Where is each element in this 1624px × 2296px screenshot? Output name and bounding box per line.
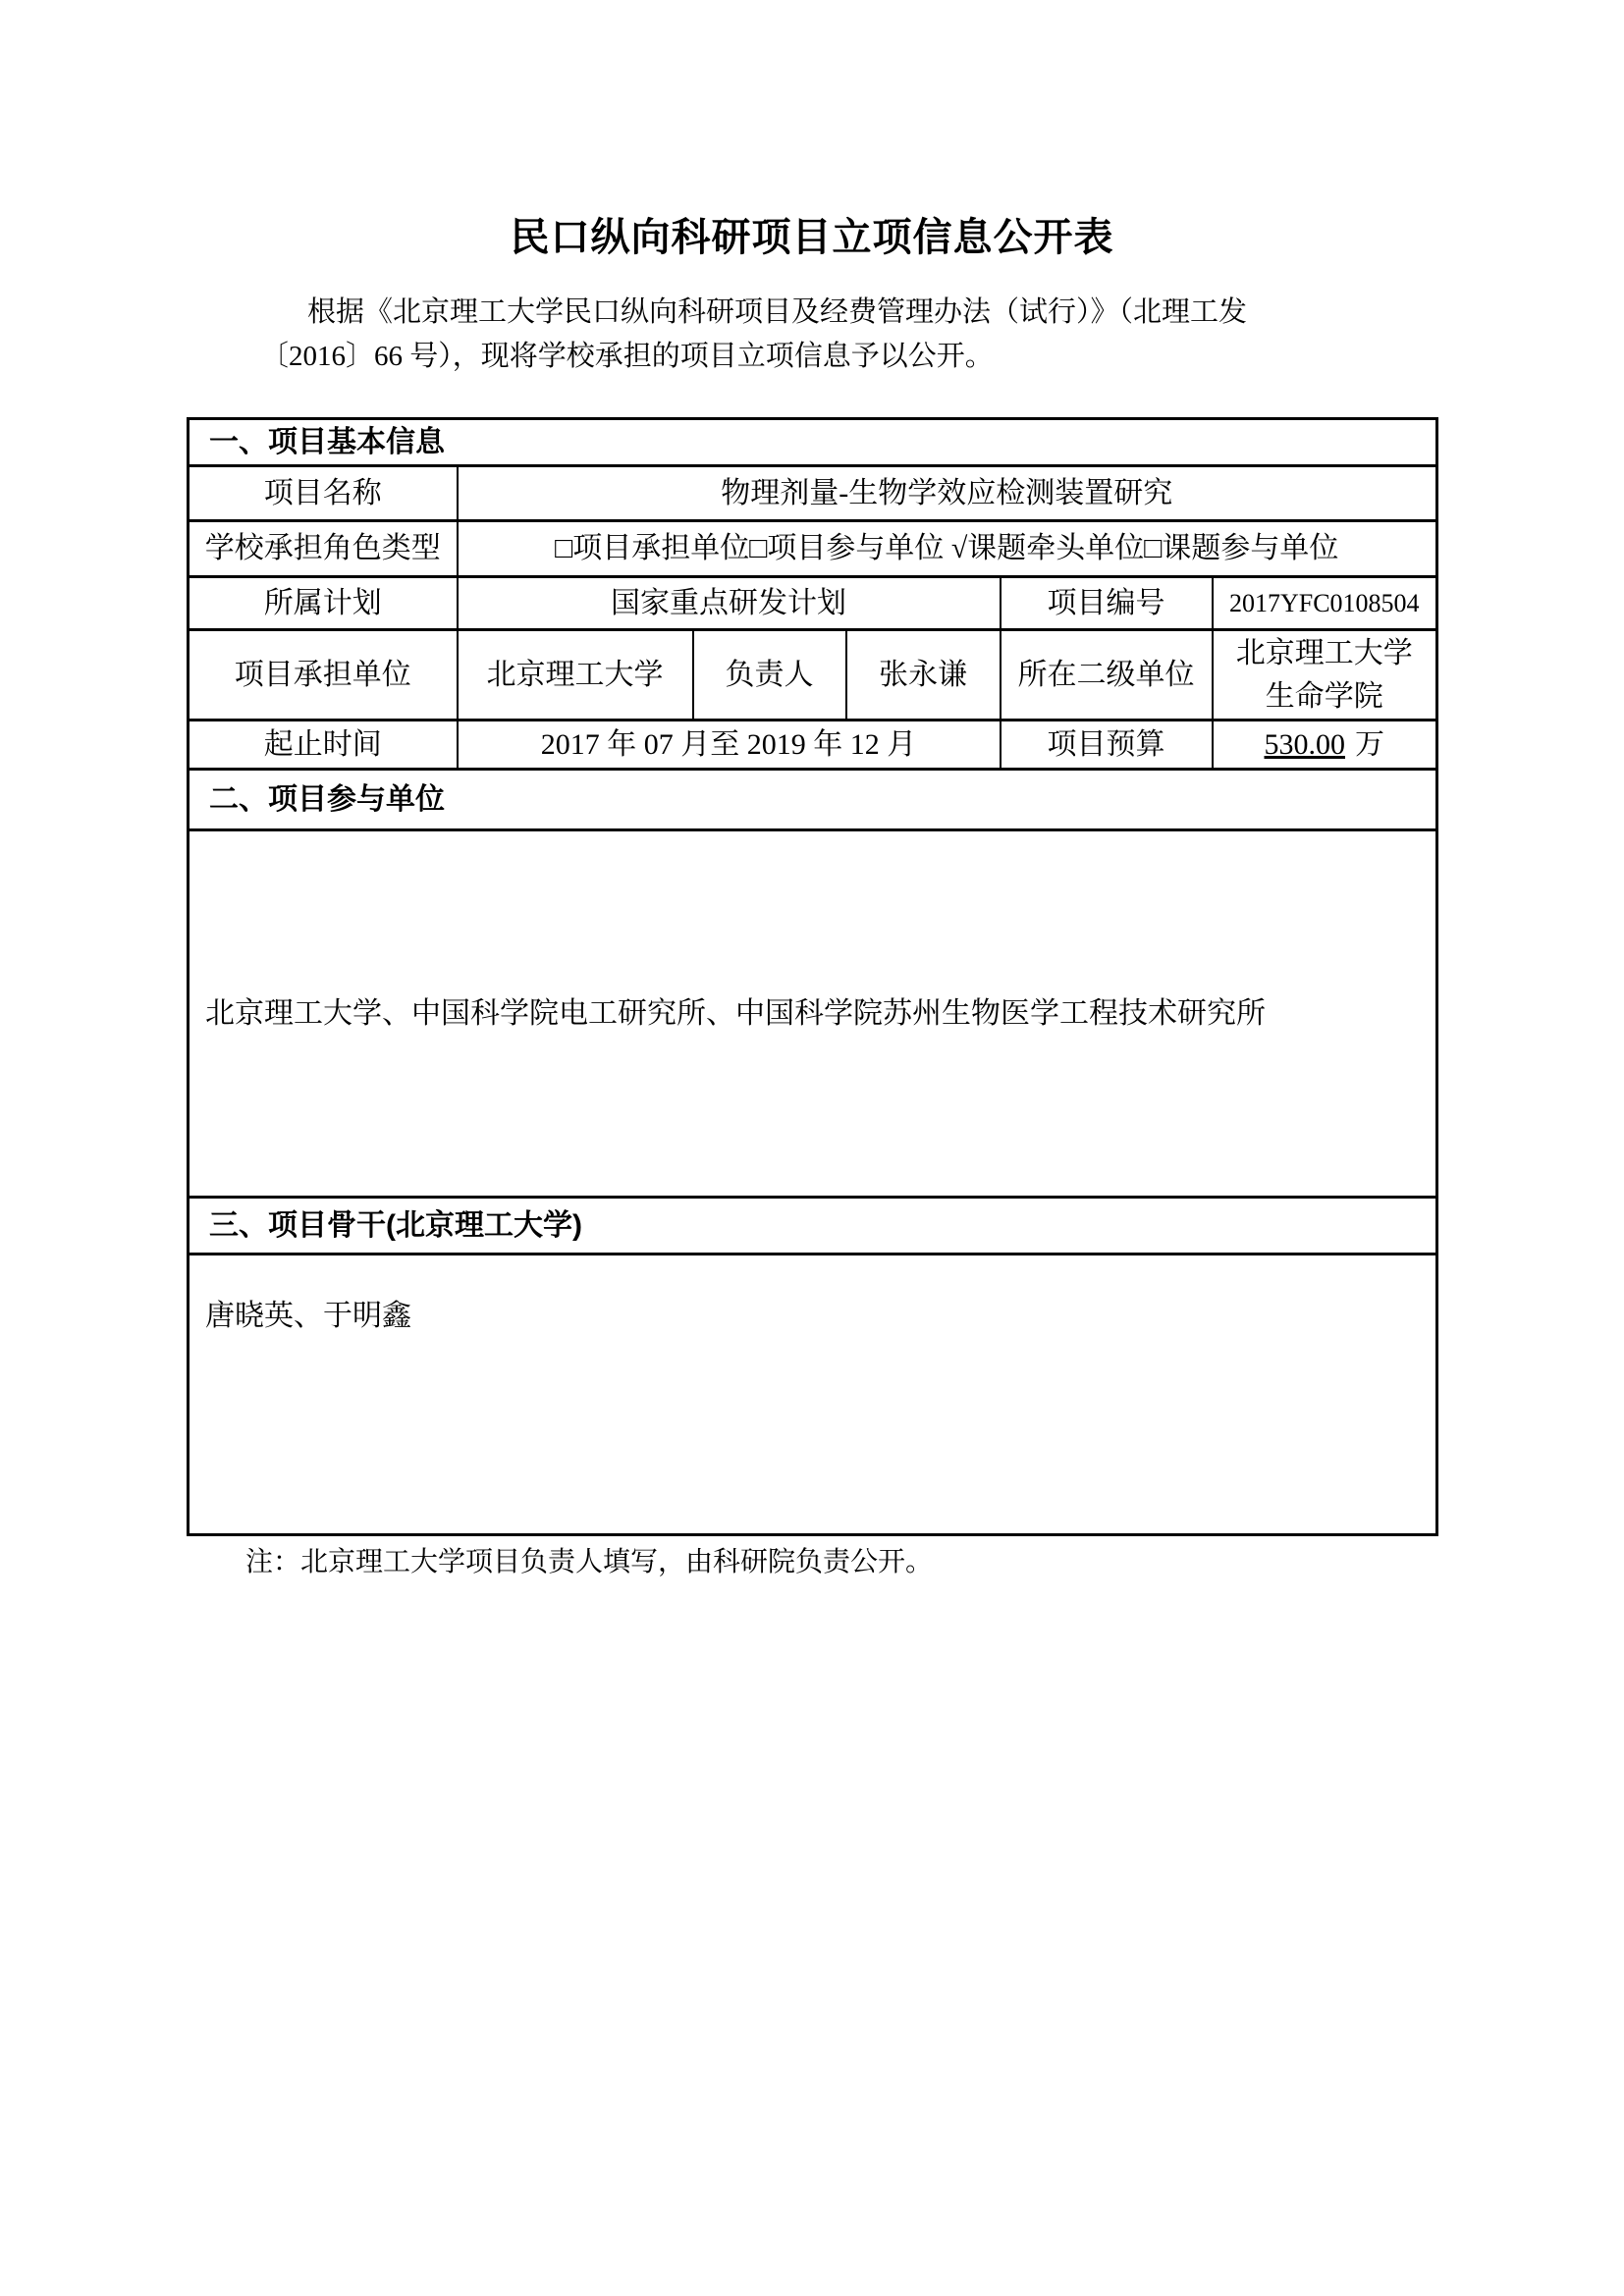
budget-label: 项目预算: [1001, 721, 1213, 770]
secondary-unit-label: 所在二级单位: [1001, 630, 1213, 721]
intro-paragraph: [260, 291, 1311, 379]
section-1-title: 一、项目基本信息: [189, 419, 1437, 466]
section-2-header-row: [189, 770, 1437, 830]
undertaking-unit-label: 项目承担单位: [189, 630, 458, 721]
duration-label: 起止时间: [189, 721, 458, 770]
backbone-row: [189, 1255, 1437, 1535]
participants-value: 北京理工大学、中国科学院电工研究所、中国科学院苏州生物医学工程技术研究所: [189, 830, 1437, 1198]
project-info-table: [187, 417, 1438, 1536]
secondary-unit-value: [1213, 630, 1437, 721]
secondary-unit-line-2: 生命学院: [1265, 679, 1383, 713]
role-type-row: [189, 521, 1437, 577]
backbone-value: 唐晓英、于明鑫: [189, 1255, 1437, 1535]
duration-row: [189, 721, 1437, 770]
budget-unit: 万: [1355, 727, 1384, 761]
project-name-value: 物理剂量-生物学效应检测装置研究: [458, 466, 1437, 521]
leader-label: 负责人: [693, 630, 846, 721]
plan-label: 所属计划: [189, 577, 458, 630]
section-2-title: 二、项目参与单位: [189, 770, 1437, 830]
project-name-row: [189, 466, 1437, 521]
participants-row: [189, 830, 1437, 1198]
role-type-value: □项目承担单位□项目参与单位 √课题牵头单位□课题参与单位: [458, 521, 1437, 577]
budget-amount: 530.00: [1264, 727, 1345, 761]
project-name-label: 项目名称: [189, 466, 458, 521]
budget-value: [1213, 721, 1437, 770]
leader-value: 张永谦: [846, 630, 1001, 721]
project-number-label: 项目编号: [1001, 577, 1213, 630]
undertaking-unit-value: 北京理工大学: [458, 630, 693, 721]
section-3-header-row: [189, 1198, 1437, 1255]
intro-line-2: 〔2016〕66 号），现将学校承担的项目立项信息予以公开。: [260, 341, 994, 372]
secondary-unit-line-1: 北京理工大学: [1235, 636, 1413, 669]
section-1-header-row: [189, 419, 1437, 466]
plan-row: [189, 577, 1437, 630]
undertaking-unit-row: [189, 630, 1437, 721]
section-3-title: 三、项目骨干(北京理工大学): [189, 1198, 1437, 1255]
role-type-label: 学校承担角色类型: [189, 521, 458, 577]
plan-value: 国家重点研发计划: [458, 577, 1001, 630]
note-text: 注：北京理工大学项目负责人填写，由科研院负责公开。: [245, 1547, 934, 1577]
intro-line-1: 根据《北京理工大学民口纵向科研项目及经费管理办法（试行）》（北理工发: [307, 296, 1248, 328]
duration-value: 2017 年 07 月至 2019 年 12 月: [458, 721, 1001, 770]
document-title: 民口纵向科研项目立项信息公开表: [510, 215, 1114, 259]
project-number-value: 2017YFC0108504: [1213, 577, 1437, 630]
